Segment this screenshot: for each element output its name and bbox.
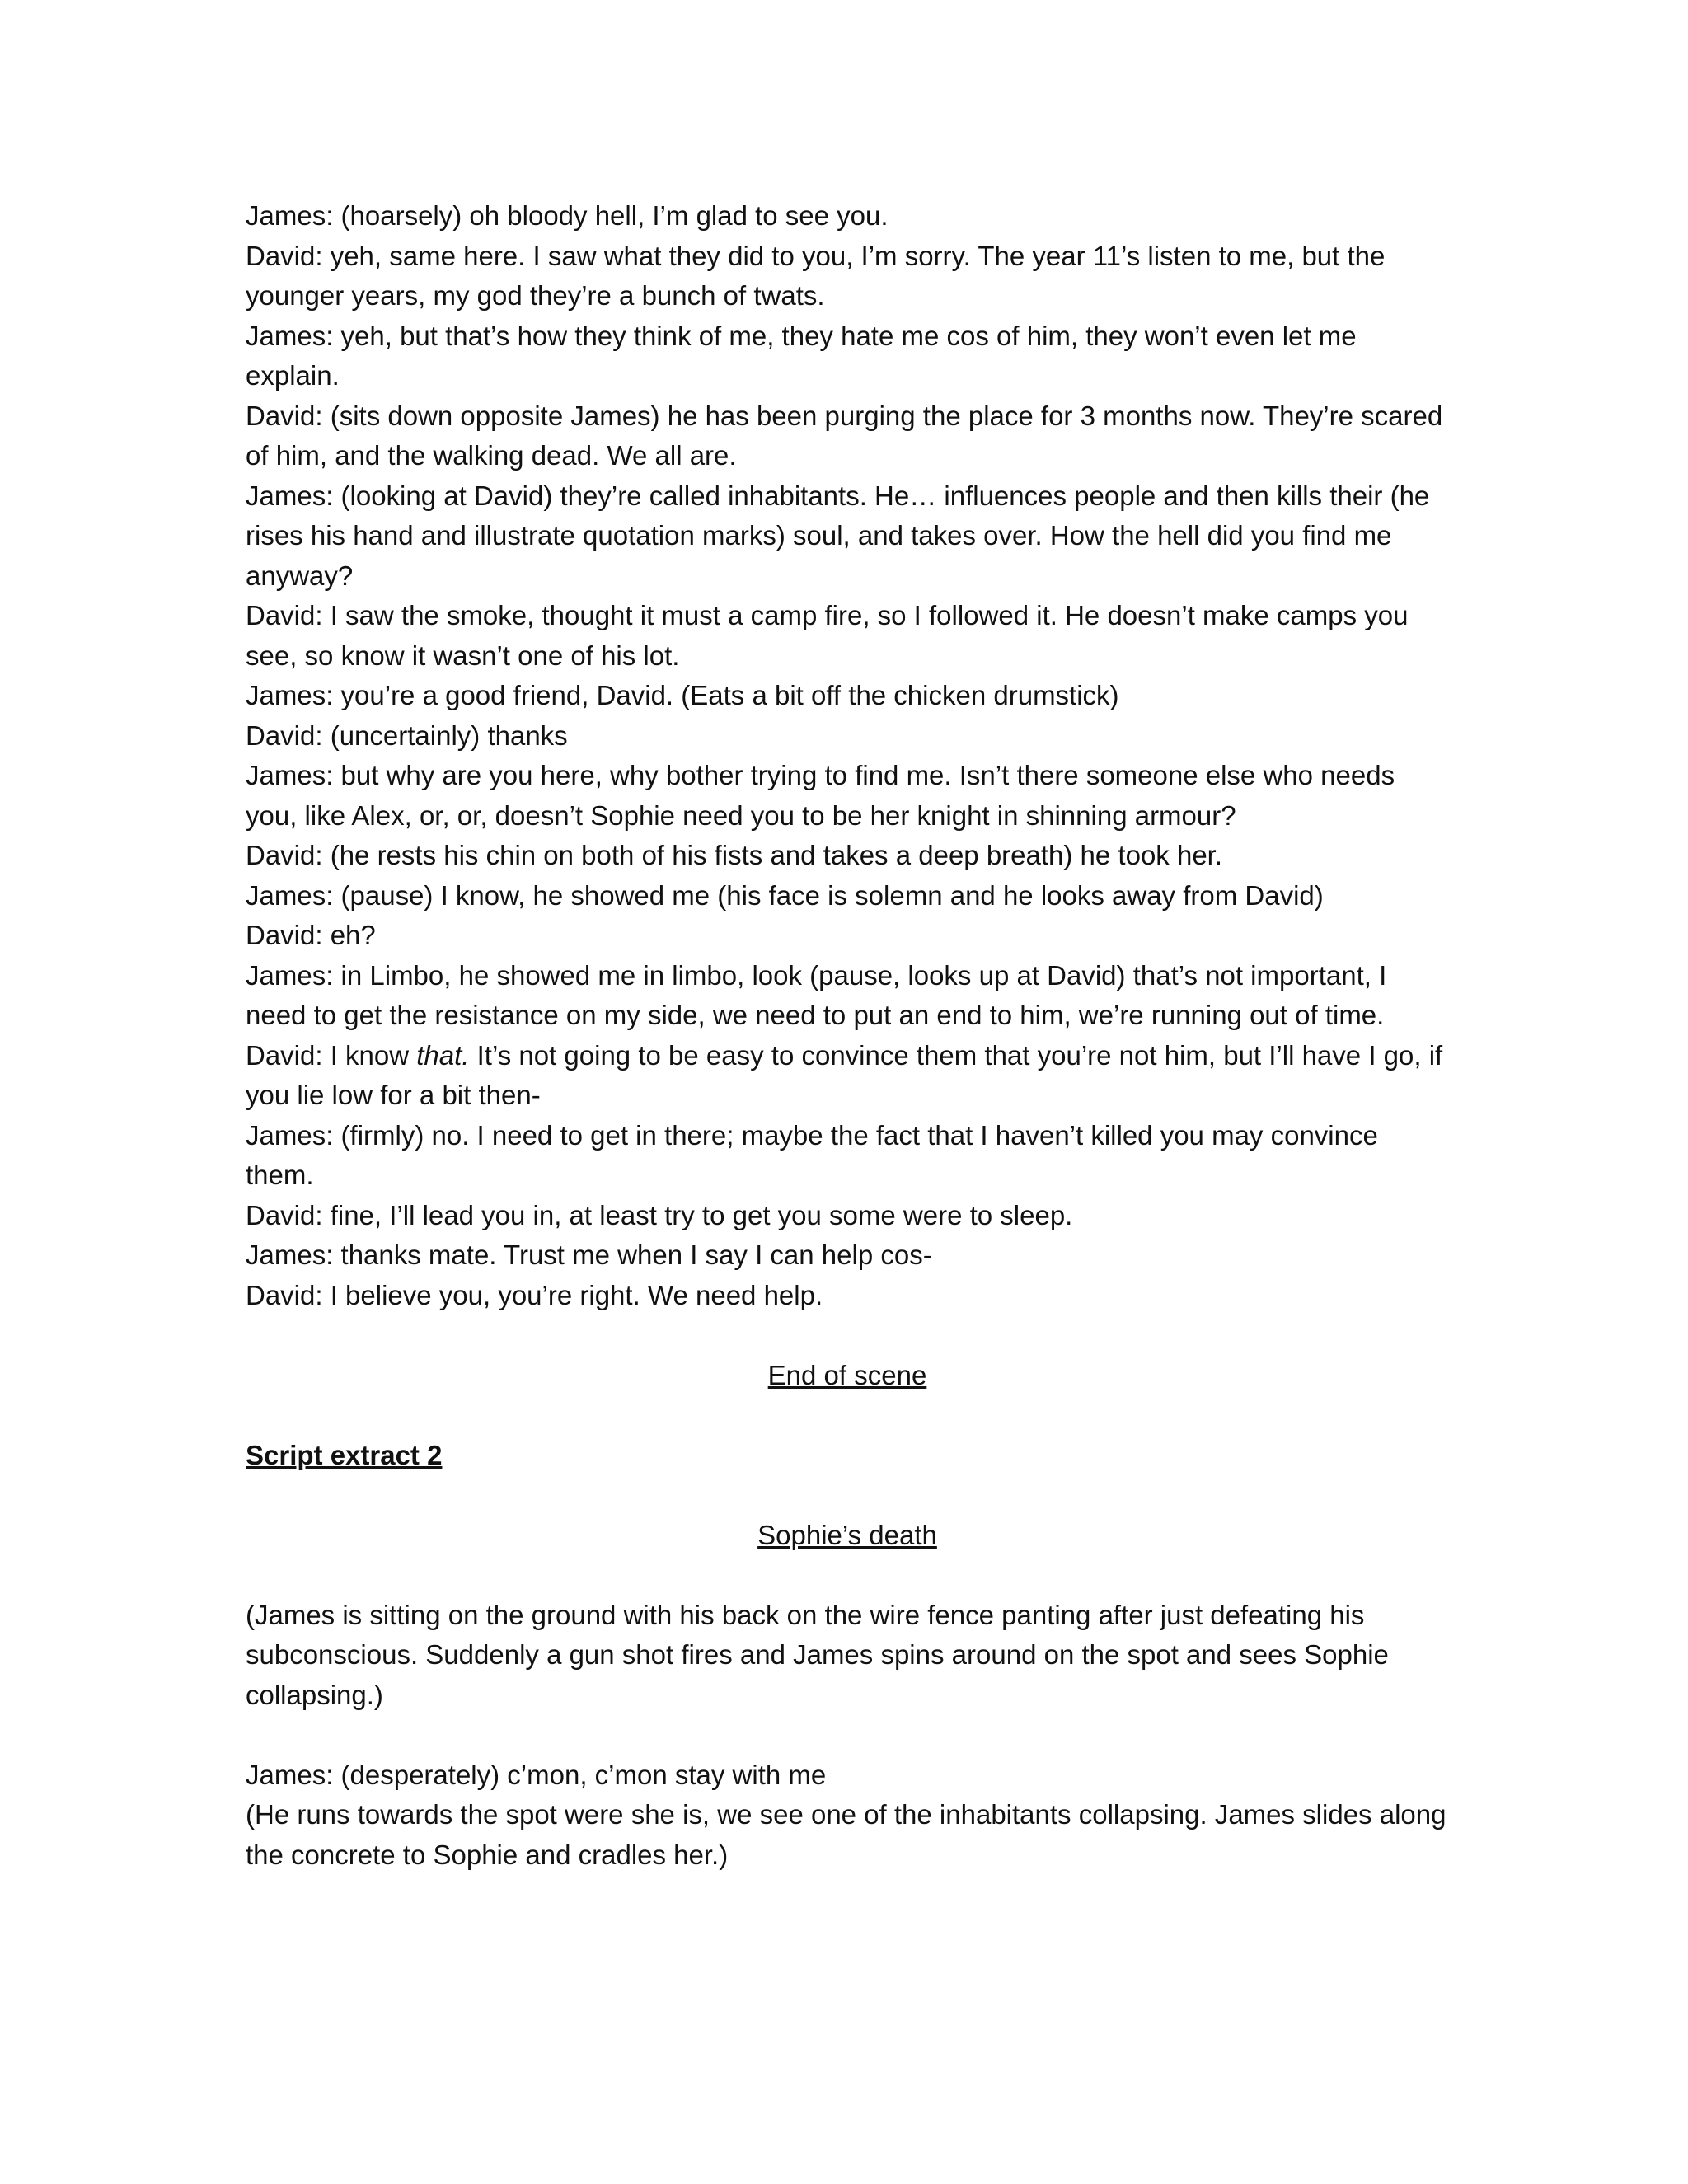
dialogue-line: David: (uncertainly) thanks [246,719,568,751]
dialogue-text: It’s not going to be easy to convince them that you’re not him, but I’ll have I go, if you lie low for a bit then- [246,1039,1443,1110]
spacer [246,1555,1449,1596]
spacer [246,1715,1449,1755]
script-extract-heading: Script extract 2 [246,1439,443,1470]
dialogue-line: James: (hoarsely) oh bloody hell, I’m glad to see you. [246,200,889,231]
dialogue-line: James: (firmly) no. I need to get in there; maybe the fact that I haven’t killed you may convince them. [246,1119,1378,1190]
dialogue-line: James: yeh, but that’s how they think of me, they hate me cos of him, they won’t even let me explain. [246,320,1357,391]
stage-direction: (James is sitting on the ground with his back on the wire fence panting after just defeating his subconscious. Suddenly a gun shot fires and James spins around on the spot and sees Sophie collapsing.) [246,1599,1389,1710]
dialogue-line: David: eh? [246,920,376,950]
script-body [246,196,1449,1875]
dialogue-line: James: thanks mate. Trust me when I say I can help cos- [246,1240,932,1270]
dialogue-line: David: I believe you, you’re right. We need help. [246,1279,823,1310]
dialogue-line: James: in Limbo, he showed me in limbo, look (pause, looks up at David) that’s not important, I need to get the resistance on my side, we need to put an end to him, we’re running out of time. [246,959,1387,1030]
scene-title [246,1516,1449,1556]
dialogue-line: David: fine, I’ll lead you in, at least try to get you some were to sleep. [246,1199,1073,1230]
spacer [246,1475,1449,1516]
dialogue-line: David: I saw the smoke, thought it must a camp fire, so I followed it. He doesn’t make camps you see, so know it wasn’t one of his lot. [246,600,1409,671]
dialogue-line: James: (desperately) c’mon, c’mon stay with me [246,1759,827,1790]
stage-direction: (He runs towards the spot were she is, we see one of the inhabitants collapsing. James slides along the concrete to Sophie and cradles her.) [246,1799,1447,1870]
dialogue-line: James: (looking at David) they’re called inhabitants. He… influences people and then kills their (he rises his hand and illustrate quotation marks) soul, and takes over. How the hell did you find me anyway? [246,480,1430,591]
dialogue-line: David: yeh, same here. I saw what they did to you, I’m sorry. The year 11’s listen to me, but the younger years, my god they’re a bunch of twats. [246,240,1386,311]
dialogue-line [246,1036,1449,1116]
dialogue-line: James: but why are you here, why bother trying to find me. Isn’t there someone else who needs you, like Alex, or, or, doesn’t Sophie need you to be her knight in shinning armour? [246,760,1395,831]
spacer [246,1315,1449,1356]
dialogue-line: David: (sits down opposite James) he has been purging the place for 3 months now. They’re scared of him, and the walking dead. We all are. [246,400,1443,471]
end-of-scene-text: End of scene [767,1359,927,1390]
dialogue-text: David: I know [246,1039,417,1071]
scene-title-text: Sophie’s death [757,1519,937,1550]
end-of-scene-marker [246,1356,1449,1396]
dialogue-line: James: (pause) I know, he showed me (his face is solemn and he looks away from David) [246,879,1324,911]
dialogue-line: David: (he rests his chin on both of his fists and takes a deep breath) he took her. [246,840,1223,870]
spacer [246,1395,1449,1436]
section-heading [246,1436,1449,1476]
emphasis-text: that. [416,1039,470,1071]
dialogue-line: James: you’re a good friend, David. (Eats a bit off the chicken drumstick) [246,680,1119,710]
